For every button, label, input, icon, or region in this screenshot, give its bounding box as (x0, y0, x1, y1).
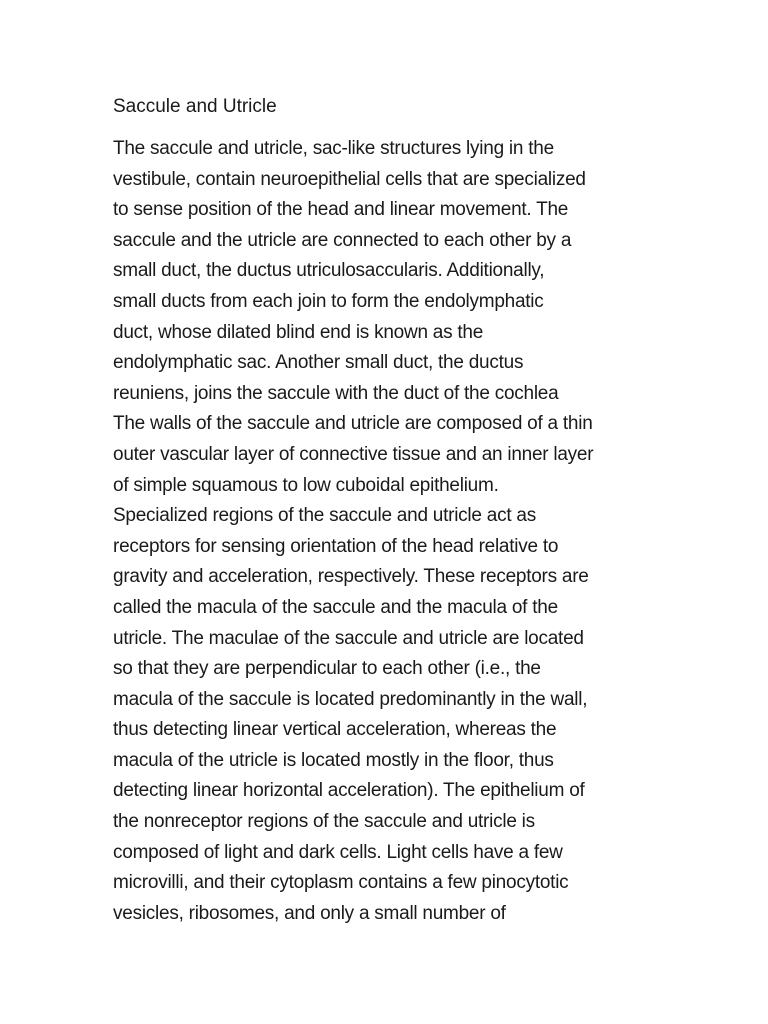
text-line: to sense position of the head and linear movement. The (113, 199, 569, 221)
text-line: small ducts from each join to form the endolymphatic (113, 290, 544, 312)
text-line: thus detecting linear vertical acceleration, whereas the (113, 719, 557, 741)
text-line: The saccule and utricle, sac-like structures lying in the (113, 138, 554, 159)
text-line: Specialized regions of the saccule and utricle act as (113, 505, 536, 527)
body-text (113, 134, 673, 929)
text-line: gravity and acceleration, respectively. These receptors are (113, 566, 589, 588)
text-line: detecting linear horizontal acceleration). The epithelium of (113, 780, 585, 802)
text-line: endolymphatic sac. Another small duct, the ductus (113, 352, 524, 374)
text-line: vesicles, ribosomes, and only a small number of (113, 902, 506, 924)
text-line: macula of the utricle is located mostly in the floor, thus (113, 749, 554, 771)
text-line: macula of the saccule is located predominantly in the wall, (113, 688, 588, 710)
text-line: called the macula of the saccule and the macula of the (113, 596, 558, 618)
text-line: small duct, the ductus utriculosaccularis. Additionally, (113, 260, 545, 282)
text-line: composed of light and dark cells. Light cells have a few (113, 841, 563, 863)
text-line: The walls of the saccule and utricle are composed of a thin (113, 413, 593, 435)
text-line: utricle. The maculae of the saccule and utricle are located (113, 627, 584, 649)
document-title: Saccule and Utricle (113, 96, 277, 117)
text-line: of simple squamous to low cuboidal epithelium. (113, 474, 499, 496)
text-line: reuniens, joins the saccule with the duct of the cochlea (113, 382, 559, 404)
text-line: receptors for sensing orientation of the head relative to (113, 535, 559, 557)
text-line: outer vascular layer of connective tissue and an inner layer (113, 443, 594, 465)
text-line: saccule and the utricle are connected to each other by a (113, 229, 572, 251)
text-line: vestibule, contain neuroepithelial cells that are specialized (113, 168, 586, 190)
text-line: so that they are perpendicular to each other (i.e., the (113, 658, 541, 680)
text-line: duct, whose dilated blind end is known as the (113, 321, 484, 343)
text-line: the nonreceptor regions of the saccule and utricle is (113, 811, 535, 833)
text-line: microvilli, and their cytoplasm contains a few pinocytotic (113, 872, 569, 894)
